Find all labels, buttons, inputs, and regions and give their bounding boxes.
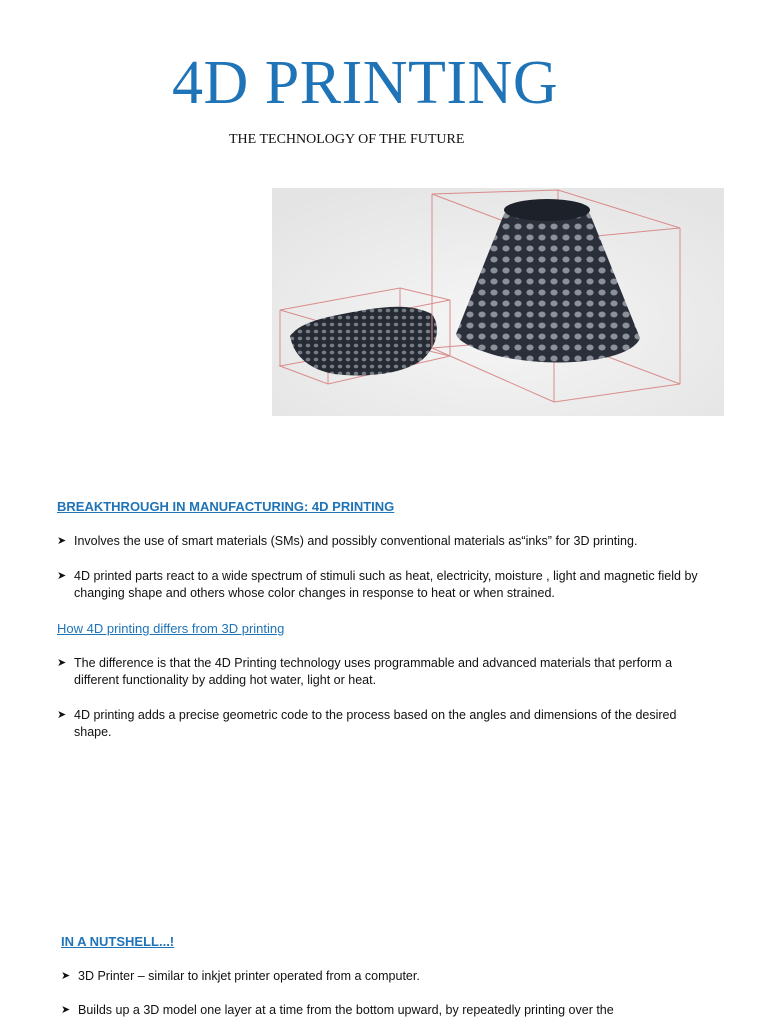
section-heading-nutshell: IN A NUTSHELL...! bbox=[61, 934, 175, 949]
list-item: ➤ The difference is that the 4D Printing technology uses programmable and advanced materials that perform a different functionality by adding hot water, light or heat. bbox=[57, 656, 673, 687]
arrow-bullet-icon: ➤ bbox=[57, 657, 67, 669]
page-title: 4D PRINTING bbox=[172, 49, 559, 117]
cone-top-rim bbox=[504, 199, 590, 221]
arrow-bullet-icon: ➤ bbox=[61, 1004, 71, 1016]
arrow-bullet-icon: ➤ bbox=[57, 709, 67, 721]
list-item: ➤ Involves the use of smart materials (SMs) and possibly conventional materials as“inks” for 3D printing. bbox=[57, 534, 638, 548]
section-heading-breakthrough: BREAKTHROUGH IN MANUFACTURING: 4D PRINTING bbox=[57, 499, 395, 514]
printed-objects-image bbox=[272, 188, 724, 416]
list-item: ➤ 4D printing adds a precise geometric code to the process based on the angles and dimensions of the desired shape. bbox=[57, 708, 677, 739]
arrow-bullet-icon: ➤ bbox=[57, 570, 67, 582]
list-item: ➤ 3D Printer – similar to inkjet printer operated from a computer. bbox=[61, 969, 420, 983]
arrow-bullet-icon: ➤ bbox=[57, 535, 67, 547]
page-subtitle: THE TECHNOLOGY OF THE FUTURE bbox=[229, 132, 465, 147]
list-item: ➤ Builds up a 3D model one layer at a time from the bottom upward, by repeatedly printing over the bbox=[61, 1003, 614, 1017]
list-item: ➤ 4D printed parts react to a wide spectrum of stimuli such as heat, electricity, moisture , light and magnetic field by changing shape and others whose color changes in response to heat or when strained. bbox=[57, 569, 698, 600]
arrow-bullet-icon: ➤ bbox=[61, 970, 71, 982]
section-heading-differs: How 4D printing differs from 3D printing bbox=[57, 621, 285, 636]
